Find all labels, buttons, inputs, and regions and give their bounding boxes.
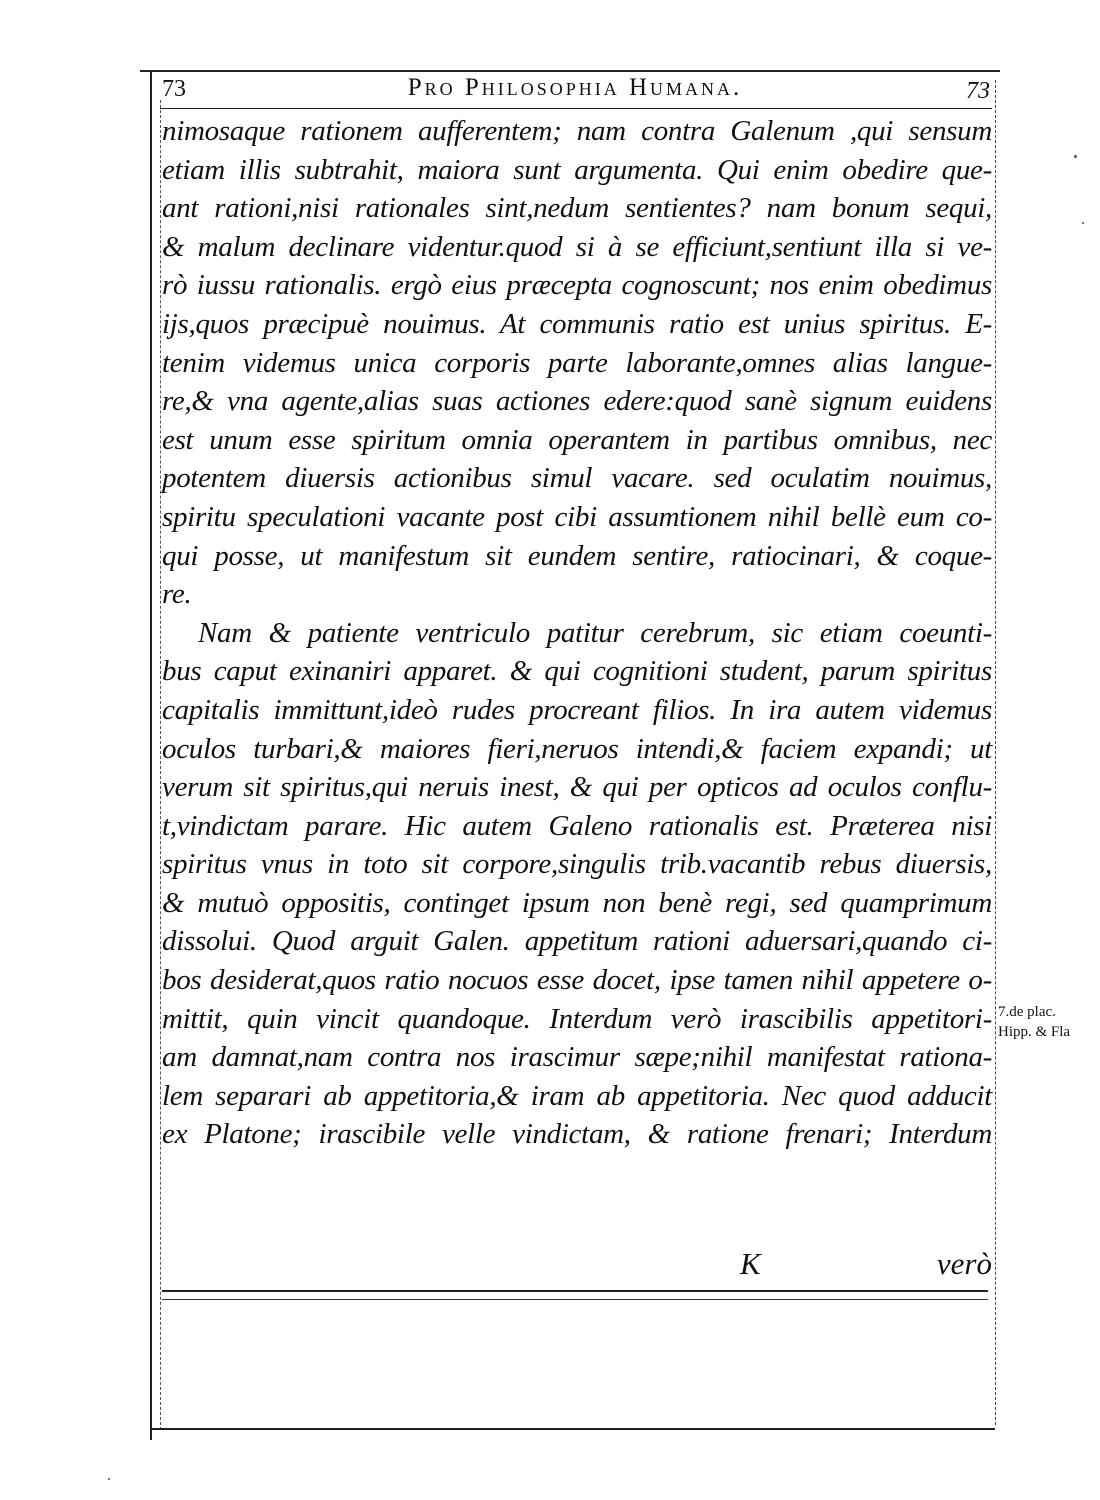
text-line: am damnat,nam contra nos irascimur sæpe;nihil manifestat rationa-	[162, 1041, 992, 1074]
marginal-note-line: 7.de plac.	[998, 1004, 1056, 1020]
marginal-note	[998, 1002, 1100, 1042]
text-line: lem separari ab appetitoria,& iram ab appetitoria. Nec quod adducit	[162, 1079, 992, 1112]
ink-speck	[108, 1478, 110, 1480]
text-line: re,& vna agente,alias suas actiones edere:quod sanè signum euidens	[162, 385, 992, 418]
ink-speck	[1082, 222, 1084, 224]
text-line: & malum declinare videntur.quod si à se efficiunt,sentiunt illa si ve-	[162, 230, 992, 263]
folio-right: 73	[966, 78, 990, 104]
signature-mark: K	[740, 1246, 761, 1281]
bottom-rule	[162, 1290, 988, 1292]
text-line: ex Platone; irascibile velle vindictam, & ratione frenari; Interdum	[162, 1118, 992, 1151]
folio-left: 73	[162, 76, 186, 102]
text-line: potentem diuersis actionibus simul vacare. sed oculatim nouimus,	[162, 462, 992, 495]
running-head	[160, 72, 990, 106]
page-frame-bottom	[150, 1428, 995, 1430]
running-title: Pro Philosophia Humana.	[407, 74, 743, 101]
text-line: bus caput exinaniri apparet. & qui cognitioni student, parum spiritus	[162, 655, 992, 688]
text-line: qui posse, ut manifestum sit eundem sentire, ratiocinari, & coque-	[162, 539, 992, 572]
footer-line	[162, 1246, 992, 1286]
marginal-note-line: Hipp. & Fla	[998, 1024, 1071, 1040]
text-line: mittit, quin vincit quandoque. Interdum verò irascibilis appetitori-	[162, 1002, 992, 1035]
text-line: etiam illis subtrahit, maiora sunt argumenta. Qui enim obedire que-	[162, 153, 992, 186]
text-line: verum sit spiritus,qui neruis inest, & qui per opticos ad oculos conflu-	[162, 771, 992, 804]
catchword: verò	[936, 1246, 992, 1281]
ink-speck	[1074, 155, 1077, 158]
head-rule	[160, 108, 992, 109]
text-line: tenim videmus unica corporis parte laborante,omnes alias langue-	[162, 346, 992, 379]
page-frame-left-inner	[160, 100, 161, 1430]
text-line: dissolui. Quod arguit Galen. appetitum rationi aduersari,quando ci-	[162, 925, 992, 958]
paragraph-end-line: re.	[162, 578, 192, 611]
body-text	[162, 112, 992, 1154]
text-line: nimosaque rationem aufferentem; nam contra Galenum ,qui sensum	[162, 115, 992, 147]
text-line: ant rationi,nisi rationales sint,nedum sentientes? nam bonum sequi,	[162, 192, 992, 225]
text-line: spiritu speculationi vacante post cibi assumtionem nihil bellè eum co-	[162, 500, 992, 533]
text-line: oculos turbari,& maiores fieri,neruos intendi,& faciem expandi; ut	[162, 732, 992, 765]
text-line: capitalis immittunt,ideò rudes procreant filios. In ira autem videmus	[162, 693, 992, 726]
text-line: & mutuò oppositis, continget ipsum non benè regi, sed quamprimum	[162, 886, 992, 919]
text-line: est unum esse spiritum omnia operantem in partibus omnibus, nec	[162, 423, 992, 456]
paragraph-start-line: Nam & patiente ventriculo patitur cerebrum, sic etiam coeunti-	[198, 616, 992, 649]
page-frame-left	[150, 70, 152, 1440]
page-frame-right	[995, 80, 996, 1425]
text-line: spiritus vnus in toto sit corpore,singulis trib.vacantib rebus diuersis,	[162, 848, 992, 881]
text-line: t,vindictam parare. Hic autem Galeno rationalis est. Præterea nisi	[162, 809, 992, 842]
text-line: ijs,quos præcipuè nouimus. At communis ratio est unius spiritus. E-	[162, 307, 992, 340]
text-line: bos desiderat,quos ratio nocuos esse docet, ipse tamen nihil appetere o-	[162, 964, 992, 997]
bottom-rule-thin	[162, 1299, 988, 1300]
text-line: rò iussu rationalis. ergò eius præcepta cognoscunt; nos enim obedimus	[162, 269, 992, 302]
